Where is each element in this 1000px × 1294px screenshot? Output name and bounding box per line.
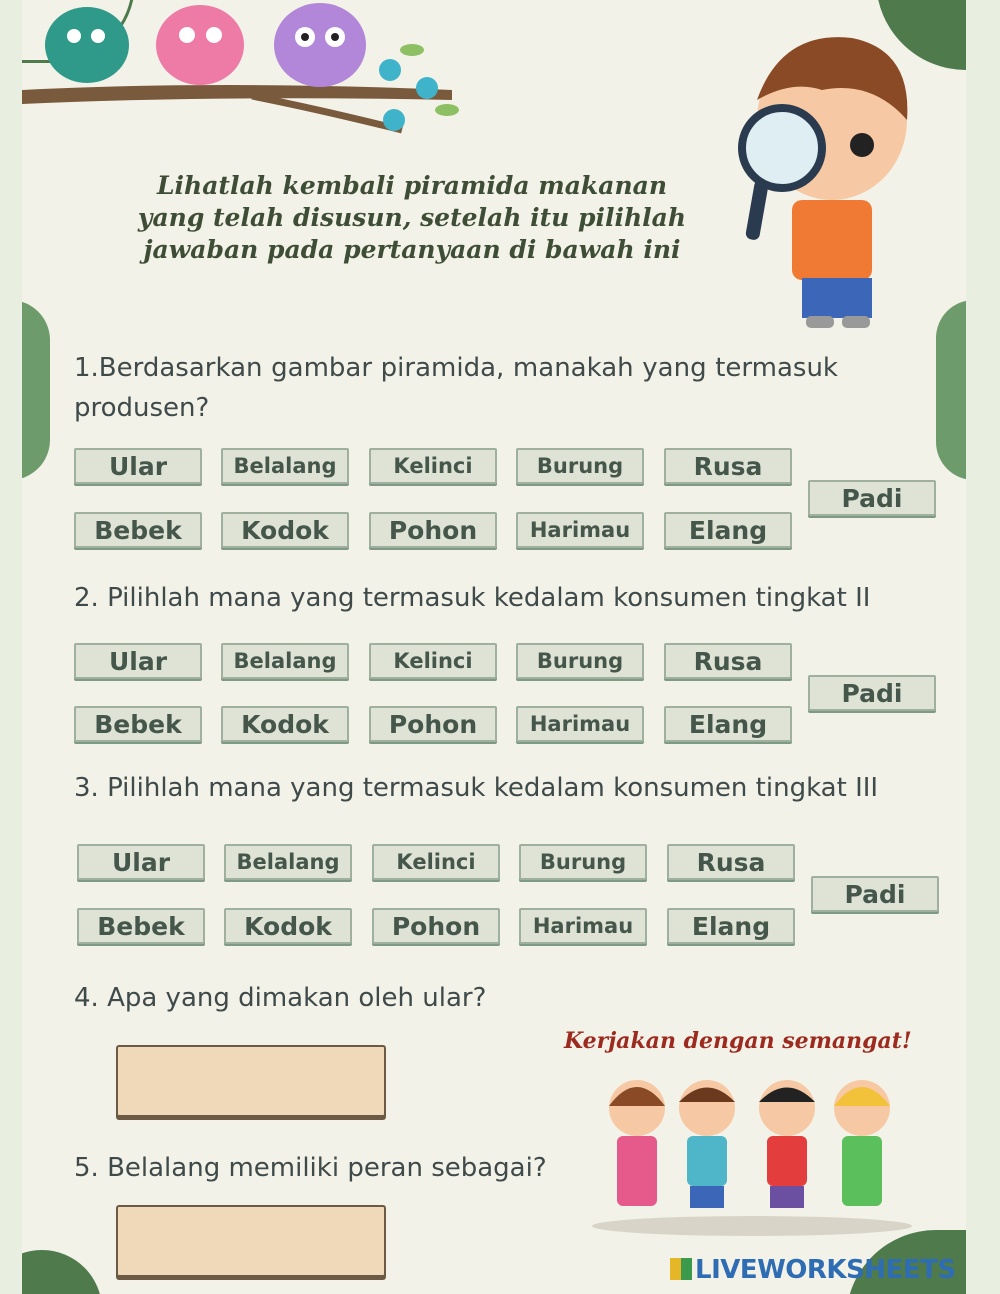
q1-option-elang[interactable]: Elang: [664, 512, 792, 548]
q5-answer-field[interactable]: [116, 1205, 386, 1277]
q2-option-padi[interactable]: Padi: [808, 675, 936, 711]
corner-bottom-left-decoration: [22, 1250, 102, 1294]
instruction-line-1: Lihatlah kembali piramida makanan: [156, 171, 668, 200]
q1-option-burung[interactable]: Burung: [516, 448, 644, 484]
q1-option-padi[interactable]: Padi: [808, 480, 936, 516]
q2-option-harimau[interactable]: Harimau: [516, 706, 644, 742]
q3-option-harimau[interactable]: Harimau: [519, 908, 647, 944]
q2-option-kelinci[interactable]: Kelinci: [369, 643, 497, 679]
q3-option-padi[interactable]: Padi: [811, 876, 939, 912]
q3-option-belalang[interactable]: Belalang: [224, 844, 352, 880]
liveworksheets-brand[interactable]: [670, 1255, 956, 1285]
question-3: 3. Pilihlah mana yang termasuk kedalam konsumen tingkat III: [74, 773, 879, 803]
q2-option-burung[interactable]: Burung: [516, 643, 644, 679]
q3-option-kodok[interactable]: Kodok: [224, 908, 352, 944]
side-leaf-right: [936, 300, 966, 480]
liveworksheets-logo-icon: [670, 1258, 692, 1280]
q2-option-rusa[interactable]: Rusa: [664, 643, 792, 679]
kids-group-illustration: [582, 1068, 922, 1238]
instruction-line-2: yang telah disusun, setelah itu pilihlah: [137, 203, 687, 232]
q2-option-bebek[interactable]: Bebek: [74, 706, 202, 742]
q1-option-kodok[interactable]: Kodok: [221, 512, 349, 548]
q3-option-pohon[interactable]: Pohon: [372, 908, 500, 944]
q1-option-pohon[interactable]: Pohon: [369, 512, 497, 548]
q2-option-kodok[interactable]: Kodok: [221, 706, 349, 742]
question-2: 2. Pilihlah mana yang termasuk kedalam konsumen tingkat II: [74, 583, 871, 613]
q1-option-belalang[interactable]: Belalang: [221, 448, 349, 484]
q1-option-harimau[interactable]: Harimau: [516, 512, 644, 548]
birds-on-branch-illustration: [22, 0, 472, 160]
question-5: 5. Belalang memiliki peran sebagai?: [74, 1153, 547, 1183]
q1-option-rusa[interactable]: Rusa: [664, 448, 792, 484]
q3-option-kelinci[interactable]: Kelinci: [372, 844, 500, 880]
q3-option-rusa[interactable]: Rusa: [667, 844, 795, 880]
q2-option-elang[interactable]: Elang: [664, 706, 792, 742]
instruction-title: [82, 170, 742, 266]
q2-option-belalang[interactable]: Belalang: [221, 643, 349, 679]
q4-answer-field[interactable]: [116, 1045, 386, 1117]
q2-option-pohon[interactable]: Pohon: [369, 706, 497, 742]
q1-option-bebek[interactable]: Bebek: [74, 512, 202, 548]
q3-option-bebek[interactable]: Bebek: [77, 908, 205, 944]
q3-option-elang[interactable]: Elang: [667, 908, 795, 944]
boy-magnifier-illustration: [722, 20, 922, 340]
question-4: 4. Apa yang dimakan oleh ular?: [74, 983, 487, 1013]
question-1: 1.Berdasarkan gambar piramida, manakah yang termasuk produsen?: [74, 353, 838, 423]
q3-option-ular[interactable]: Ular: [77, 844, 205, 880]
q1-option-ular[interactable]: Ular: [74, 448, 202, 484]
q1-option-kelinci[interactable]: Kelinci: [369, 448, 497, 484]
instruction-line-3: jawaban pada pertanyaan di bawah ini: [143, 235, 681, 264]
brand-text: LIVEWORKSHEETS: [695, 1255, 956, 1285]
side-leaf-left: [22, 300, 50, 480]
q2-option-ular[interactable]: Ular: [74, 643, 202, 679]
q3-option-burung[interactable]: Burung: [519, 844, 647, 880]
worksheet: [22, 0, 966, 1294]
motto-text: Kerjakan dengan semangat!: [564, 1028, 912, 1054]
